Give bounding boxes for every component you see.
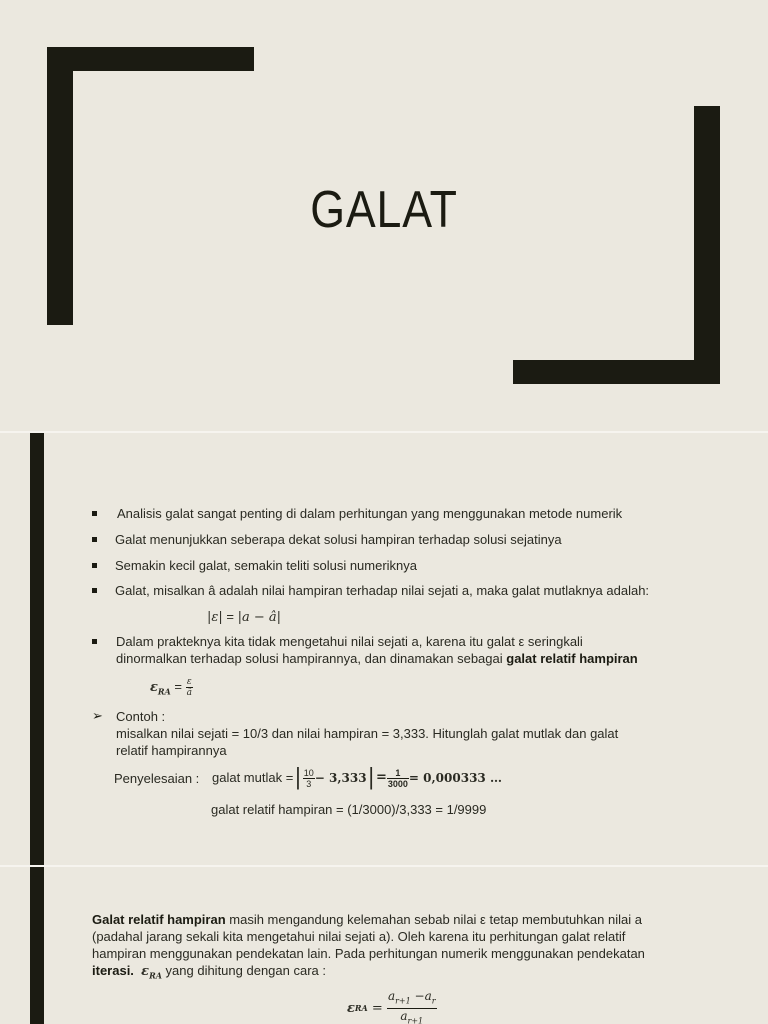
formula-subscript: RA [157,686,171,697]
paragraph [92,911,645,985]
bullet-marker [92,511,97,516]
iteration-slide [0,867,768,1024]
relative-error-formula [150,677,193,701]
formula-fraction [186,677,193,698]
value-fraction [303,768,315,789]
content-slide [0,433,768,865]
epsilon-symbol: ε [141,964,150,979]
iteration-formula [347,989,437,1024]
formula-lhs: |ε| [207,610,223,625]
formula-equals: = [222,609,238,624]
absolute-error-calculation: galat mutlak = | $\frac{10}{3}$ − 3,333 | = $\frac{1}{3000}$ = 0,000333 … [212,765,502,790]
bold-term: galat relatif hampiran [506,651,638,666]
fraction-numerator: ε [186,677,192,687]
bullet-line: dinormalkan terhadap solusi hampirannya, dan dinamakan sebagai [116,651,507,666]
formula-rhs: |a − â| [237,610,281,625]
result-fraction [387,768,409,789]
fraction-denominator: 3 [306,778,312,789]
fraction-numerator: 1 [387,768,409,779]
formula-equals: = [367,1001,387,1017]
bullet-line: Dalam prakteknya kita tidak mengetahui nilai sejati a, karena itu galat ε seringkali [116,634,583,649]
fraction-numerator: $a_{r+1} -a_r$ [387,989,437,1009]
paragraph-line: (padahal jarang sekali kita mengetahui nilai sejati a). Oleh karena itu perhitungan galat relatif [92,929,626,944]
paragraph-line: yang dihitung dengan cara : [161,963,326,978]
example-line: relatif hampirannya [116,743,227,758]
example-line: misalkan nilai sejati = 10/3 dan nilai hampiran = 3,333. Hitunglah galat mutlak dan galat [116,726,619,741]
fraction-denominator: 3000 [387,778,408,789]
bullet-text [116,633,638,667]
accent-bar [30,867,44,1024]
bracket-top-left-horizontal [47,47,254,71]
bullet-text: Semakin kecil galat, semakin teliti solusi numeriknya [115,558,418,573]
bullet-marker [92,639,97,644]
bold-term: iterasi. [92,963,134,978]
formula-equals: = [170,678,186,694]
formula-lhs: ε [347,1001,355,1017]
example-block [116,708,618,759]
paragraph-line: masih mengandung kelemahan sebab nilai ε tetap membutuhkan nilai a [225,912,642,927]
solution-label: Penyelesaian : [114,771,200,786]
fraction-denominator: â [186,688,192,698]
title-slide [0,0,768,431]
bullet-text: Galat menunjukkan seberapa dekat solusi hampiran terhadap solusi sejatinya [115,532,562,547]
bullet-marker [92,563,97,568]
slide-title: GALAT [310,181,458,239]
bullet-text: Galat, misalkan â adalah nilai hampiran terhadap nilai sejati a, maka galat mutlaknya adalah: [115,583,650,598]
bullet-text: Analisis galat sangat penting di dalam perhitungan yang menggunakan metode numerik [117,506,623,521]
bullet-marker [92,588,97,593]
calculation-result: = 0,000333 … [408,771,502,785]
formula-subscript: RA [354,1003,368,1014]
fraction-denominator: $a_{r+1}$ [400,1009,424,1024]
calculation-label: galat mutlak = [212,770,294,785]
paragraph-line: hampiran menggunakan pendekatan lain. Pada perhitungan numerik menggunakan pendekatan [92,946,645,961]
bullet-marker [92,537,97,542]
formula-lhs: ε [150,679,158,695]
formula-fraction [387,989,437,1024]
absolute-error-formula [207,608,281,626]
bold-term: Galat relatif hampiran [92,912,226,927]
bracket-bottom-right-horizontal [513,360,720,384]
subtracted-value: − 3,333 [314,771,367,785]
relative-error-calculation: galat relatif hampiran = (1/3000)/3,333 = 1/9999 [211,802,487,817]
example-label: Contoh : [116,709,166,724]
epsilon-subscript: RA [149,970,162,981]
arrow-bullet-icon: ➢ [92,708,103,723]
accent-bar [30,433,44,865]
bracket-bottom-right-vertical [694,106,720,384]
formula-equals: = [375,770,387,785]
fraction-numerator: 10 [303,767,314,778]
